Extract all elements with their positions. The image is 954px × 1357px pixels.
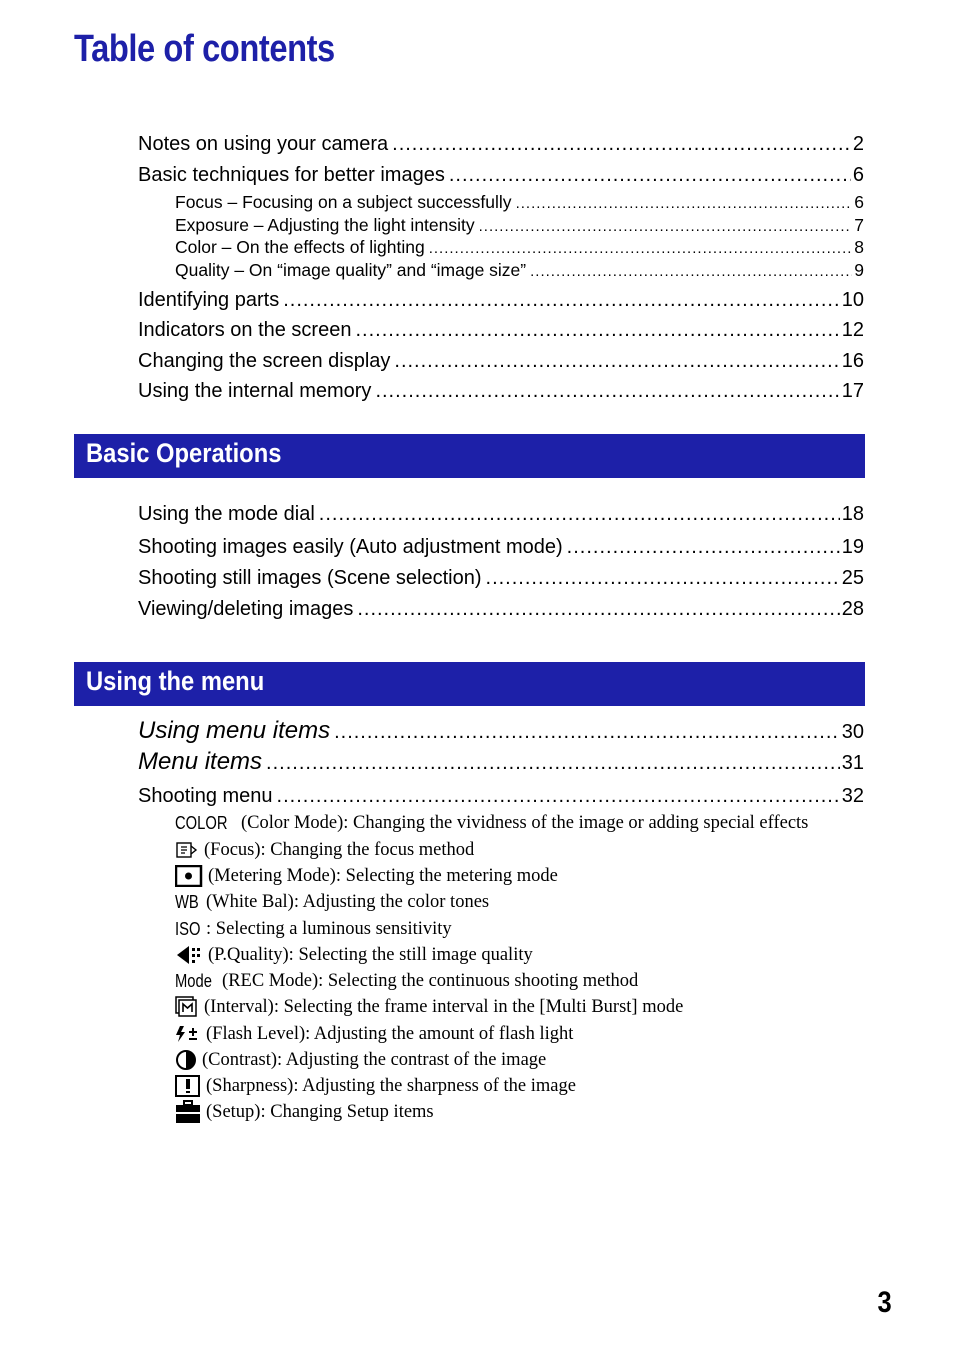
contrast-icon bbox=[175, 1049, 197, 1071]
menu-item-focus[interactable] bbox=[175, 838, 474, 862]
toc-page-number: 16 bbox=[841, 350, 864, 372]
page-number: 3 bbox=[877, 1286, 892, 1319]
menu-item-color-mode[interactable] bbox=[175, 811, 808, 835]
toc-page-number: 8 bbox=[854, 237, 864, 257]
toc-page-number: 9 bbox=[854, 260, 864, 280]
section-header-basic-operations bbox=[74, 434, 865, 478]
toc-entry-title: Menu items bbox=[138, 748, 263, 775]
menu-item-interval[interactable] bbox=[175, 995, 683, 1019]
section-header-using-the-menu bbox=[74, 662, 865, 706]
menu-item-metering-mode[interactable] bbox=[175, 864, 558, 888]
toc-entry[interactable] bbox=[138, 288, 864, 312]
toc-entry-title: Basic techniques for better images bbox=[138, 164, 445, 186]
toc-entry-title: Using menu items bbox=[138, 717, 331, 744]
toc-entry[interactable] bbox=[138, 318, 864, 342]
toc-entry-title: Focus – Focusing on a subject successfully bbox=[175, 192, 512, 212]
picture-quality-icon bbox=[175, 944, 203, 966]
toc-entry-title: Using the internal memory bbox=[138, 380, 372, 402]
menu-item-text: (Contrast): Adjusting the contrast of the image bbox=[202, 1049, 547, 1070]
toc-page-number: 18 bbox=[841, 503, 864, 525]
toc-entry[interactable] bbox=[138, 597, 864, 621]
toc-subentry[interactable] bbox=[175, 215, 864, 237]
toc-entry[interactable] bbox=[138, 349, 864, 373]
toc-page-number: 31 bbox=[841, 752, 864, 774]
toc-page-number: 6 bbox=[854, 192, 864, 212]
menu-item-text: (White Bal): Adjusting the color tones bbox=[206, 891, 490, 912]
dot-leader bbox=[319, 502, 840, 526]
menu-item-text: (P.Quality): Selecting the still image quality bbox=[208, 944, 533, 965]
toc-entry[interactable] bbox=[138, 535, 864, 559]
dot-leader bbox=[375, 379, 839, 403]
dot-leader bbox=[277, 784, 840, 808]
toc-entry[interactable] bbox=[138, 566, 864, 590]
page-title: Table of contents bbox=[74, 28, 335, 70]
menu-item-text: (Focus): Changing the focus method bbox=[204, 839, 475, 860]
menu-item-text: (Color Mode): Changing the vividness of the image or adding special effects bbox=[241, 812, 809, 833]
menu-item-sharpness[interactable] bbox=[175, 1074, 576, 1098]
dot-leader bbox=[334, 718, 840, 746]
dot-leader bbox=[394, 349, 839, 373]
toc-entry-title: Notes on using your camera bbox=[138, 133, 389, 155]
menu-item-iso[interactable] bbox=[175, 917, 452, 941]
toc-page-number: 6 bbox=[852, 164, 864, 186]
toc-entry-title: Color – On the effects of lighting bbox=[175, 237, 425, 257]
toc-entry[interactable] bbox=[138, 502, 864, 526]
toc-entry-title: Using the mode dial bbox=[138, 503, 315, 525]
toc-page-number: 7 bbox=[854, 215, 864, 235]
toc-page-number: 25 bbox=[841, 567, 864, 589]
dot-leader bbox=[266, 749, 840, 777]
toc-entry-title: Shooting still images (Scene selection) bbox=[138, 567, 482, 589]
toc-entry-title: Shooting menu bbox=[138, 785, 273, 807]
dot-leader bbox=[567, 535, 840, 559]
focus-icon bbox=[175, 840, 199, 860]
menu-item-text: (Flash Level): Adjusting the amount of flash light bbox=[206, 1023, 574, 1044]
toc-subentry[interactable] bbox=[175, 260, 864, 282]
white-balance-icon: WB bbox=[175, 891, 199, 912]
sharpness-icon bbox=[175, 1075, 201, 1097]
menu-item-text: (Setup): Changing Setup items bbox=[206, 1101, 434, 1122]
toc-page-number: 32 bbox=[841, 785, 864, 807]
toc-subentry[interactable] bbox=[175, 192, 864, 214]
toc-page-number: 2 bbox=[852, 133, 864, 155]
rec-mode-icon: Mode bbox=[175, 970, 212, 991]
interval-icon bbox=[175, 996, 199, 1018]
toc-entry-title: Identifying parts bbox=[138, 289, 280, 311]
toc-page-number: 28 bbox=[841, 598, 864, 620]
section-title: Using the menu bbox=[86, 666, 265, 696]
menu-item-picture-quality[interactable] bbox=[175, 943, 533, 967]
metering-icon bbox=[175, 865, 203, 887]
toc-entry-title: Indicators on the screen bbox=[138, 319, 352, 341]
toc-entry[interactable] bbox=[138, 748, 864, 777]
toc-entry-title: Exposure – Adjusting the light intensity bbox=[175, 215, 475, 235]
dot-leader bbox=[516, 193, 853, 214]
toc-entry-title: Quality – On “image quality” and “image size” bbox=[175, 260, 527, 280]
toc-entry-title: Shooting images easily (Auto adjustment mode) bbox=[138, 536, 563, 558]
dot-leader bbox=[486, 566, 840, 590]
toc-page-number: 30 bbox=[841, 721, 864, 743]
menu-item-text: (Interval): Selecting the frame interval in the [Multi Burst] mode bbox=[204, 996, 684, 1017]
toc-page-number: 17 bbox=[841, 380, 864, 402]
dot-leader bbox=[429, 238, 853, 259]
menu-item-text: (REC Mode): Selecting the continuous shooting method bbox=[222, 970, 639, 991]
dot-leader bbox=[479, 216, 853, 237]
dot-leader bbox=[530, 261, 852, 282]
dot-leader bbox=[392, 132, 851, 156]
toc-entry[interactable] bbox=[138, 784, 864, 808]
toc-page-number: 10 bbox=[841, 289, 864, 311]
section-title: Basic Operations bbox=[86, 438, 282, 468]
menu-item-white-balance[interactable] bbox=[175, 890, 489, 914]
dot-leader bbox=[449, 163, 851, 187]
menu-item-text: : Selecting a luminous sensitivity bbox=[206, 918, 452, 939]
setup-icon bbox=[175, 1100, 201, 1124]
color-mode-icon: COLOR bbox=[175, 812, 228, 833]
iso-icon: ISO bbox=[175, 918, 201, 939]
dot-leader bbox=[283, 288, 840, 312]
dot-leader bbox=[357, 597, 839, 621]
toc-entry-title: Viewing/deleting images bbox=[138, 598, 354, 620]
toc-entry[interactable] bbox=[138, 132, 864, 156]
toc-entry[interactable] bbox=[138, 717, 864, 746]
toc-entry[interactable] bbox=[138, 163, 864, 187]
menu-item-setup[interactable] bbox=[175, 1100, 434, 1124]
flash-level-icon bbox=[175, 1024, 201, 1044]
toc-entry[interactable] bbox=[138, 379, 864, 403]
menu-item-text: (Sharpness): Adjusting the sharpness of the image bbox=[206, 1075, 576, 1096]
dot-leader bbox=[355, 318, 839, 342]
toc-entry-title: Changing the screen display bbox=[138, 350, 391, 372]
toc-page-number: 19 bbox=[841, 536, 864, 558]
toc-page-number: 12 bbox=[841, 319, 864, 341]
toc-subentry[interactable] bbox=[175, 237, 864, 259]
menu-item-contrast[interactable] bbox=[175, 1048, 546, 1072]
menu-item-flash-level[interactable] bbox=[175, 1022, 573, 1046]
menu-item-rec-mode[interactable] bbox=[175, 969, 638, 993]
menu-item-text: (Metering Mode): Selecting the metering mode bbox=[208, 865, 558, 886]
